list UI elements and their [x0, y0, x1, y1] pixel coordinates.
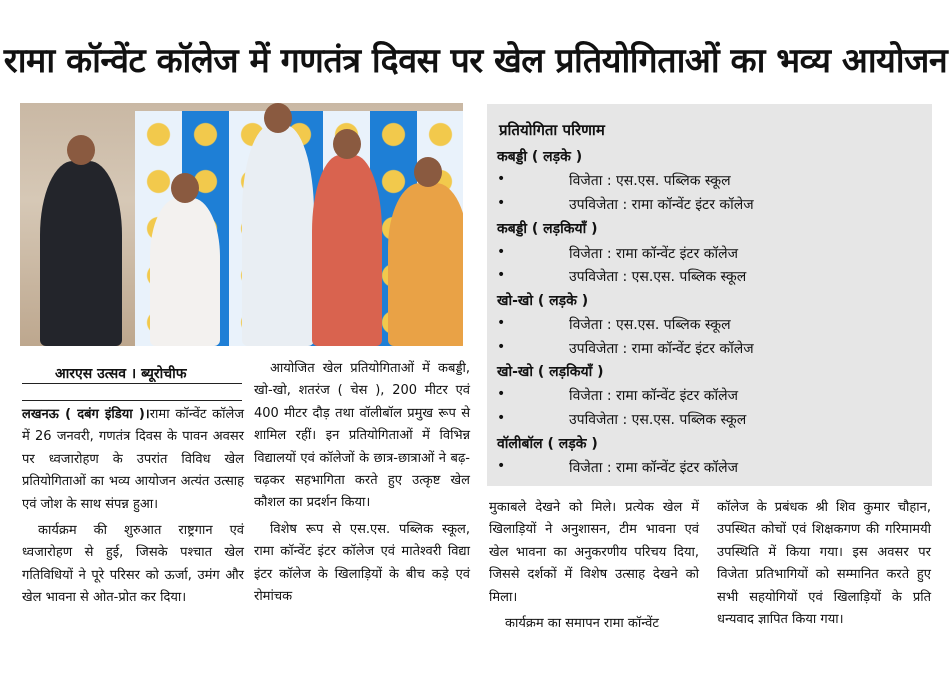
- column-text: विशेष रूप से एस.एस. पब्लिक स्कूल, रामा कॉन्वेंट इंटर कॉलेज एवं मातेश्वरी विद्या इंटर कॉलेज के खिलाड़ियों के बीच कड़े एवं रोमांचक: [254, 521, 470, 605]
- result-category: कबड्डी ( लड़के ): [497, 149, 583, 165]
- byline-rule: [22, 400, 242, 401]
- bullet-icon: •: [497, 458, 506, 474]
- photo-head: [171, 173, 199, 203]
- bullet-icon: •: [497, 315, 506, 331]
- column-text: कॉलेज के प्रबंधक श्री शिव कुमार चौहान, उपस्थित कोचों एवं शिक्षकगण की गरिमामयी उपस्थिति में किया गया। इस अवसर पर विजेता प्रतिभागियों को सम्मानित करते हुए सभी सहयोगियों एवं खिलाड़ियों के प्रति धन्यवाद ज्ञापित किया गया।: [717, 500, 931, 628]
- photo-head: [414, 157, 442, 187]
- result-category: वॉलीबॉल ( लड़के ): [497, 436, 598, 452]
- result-category: खो-खो ( लड़कियाँ ): [497, 364, 604, 380]
- column-text: मुकाबले देखने को मिले। प्रत्येक खेल में खिलाड़ियों ने अनुशासन, टीम भावना एवं खेल भावना का अनुकरणीय परिचय दिया, जिससे दर्शकों में विशेष उत्साह देखने को मिला।: [489, 500, 699, 605]
- column-text: कार्यक्रम का समापन रामा कॉन्वेंट: [505, 616, 659, 632]
- article-column-1: [22, 404, 244, 610]
- bullet-icon: •: [497, 195, 506, 211]
- result-winner: विजेता : रामा कॉन्वेंट इंटर कॉलेज: [569, 460, 739, 476]
- bullet-icon: •: [497, 410, 506, 426]
- bullet-icon: •: [497, 339, 506, 355]
- article-column-3: [489, 497, 699, 635]
- photo-head: [67, 135, 95, 165]
- byline-rule: [22, 383, 242, 384]
- photo-person: [40, 161, 122, 346]
- bullet-icon: •: [497, 267, 506, 283]
- column-text: रामा कॉन्वेंट कॉलेज में 26 जनवरी, गणतंत्र दिवस के पावन अवसर पर ध्वजारोहण के उपरांत विविध खेल प्रतियोगिताओं का भव्य आयोजन अत्यंत उत्साह एवं जोश के साथ संपन्न हुआ।: [22, 407, 244, 512]
- result-runner-up: उपविजेता : रामा कॉन्वेंट इंटर कॉलेज: [569, 197, 754, 213]
- result-winner: विजेता : रामा कॉन्वेंट इंटर कॉलेज: [569, 246, 739, 262]
- event-photo: [20, 103, 463, 346]
- column-text: आयोजित खेल प्रतियोगिताओं में कबड्डी, खो-खो, शतरंज ( चेस ), 200 मीटर एवं 400 मीटर दौड़ तथा वॉलीबॉल प्रमुख रूप से शामिल रहीं। इन प्रतियोगिताओं में विभिन्न विद्यालयों एवं कॉलेजों के छात्र-छात्राओं ने बढ़-चढ़कर सहभागिता करते हुए उत्कृष्ट खेल कौशल का प्रदर्शन किया।: [254, 361, 470, 511]
- result-category: कबड्डी ( लड़कियाँ ): [497, 221, 598, 237]
- photo-person: [388, 183, 463, 346]
- result-runner-up: उपविजेता : रामा कॉन्वेंट इंटर कॉलेज: [569, 341, 754, 357]
- dateline: लखनऊ ( दबंग इंडिया )।: [22, 407, 150, 422]
- photo-person: [312, 155, 382, 346]
- result-category: खो-खो ( लड़के ): [497, 293, 589, 309]
- result-runner-up: उपविजेता : एस.एस. पब्लिक स्कूल: [569, 269, 747, 285]
- column-text: कार्यक्रम की शुरुआत राष्ट्रगान एवं ध्वजारोहण से हुई, जिसके पश्चात खेल गतिविधियों ने पूरे परिसर को ऊर्जा, उमंग और खेल भावना से ओत-प्रोत कर दिया।: [22, 523, 244, 606]
- bullet-icon: •: [497, 386, 506, 402]
- photo-person: [242, 125, 314, 346]
- photo-head: [264, 103, 292, 133]
- article-column-2: [254, 358, 470, 608]
- bullet-icon: •: [497, 244, 506, 260]
- result-winner: विजेता : एस.एस. पब्लिक स्कूल: [569, 173, 731, 189]
- article-column-4: [717, 497, 931, 631]
- results-title: प्रतियोगिता परिणाम: [499, 121, 605, 139]
- byline: आरएस उत्सव । ब्यूरोचीफ: [55, 366, 187, 382]
- photo-person: [150, 198, 220, 346]
- result-runner-up: उपविजेता : एस.एस. पब्लिक स्कूल: [569, 412, 747, 428]
- result-winner: विजेता : एस.एस. पब्लिक स्कूल: [569, 317, 731, 333]
- photo-head: [333, 129, 361, 159]
- result-winner: विजेता : रामा कॉन्वेंट इंटर कॉलेज: [569, 388, 739, 404]
- headline: रामा कॉन्वेंट कॉलेज में गणतंत्र दिवस पर खेल प्रतियोगिताओं का भव्य आयोजन: [3, 41, 948, 81]
- bullet-icon: •: [497, 171, 506, 187]
- results-box: [487, 104, 932, 486]
